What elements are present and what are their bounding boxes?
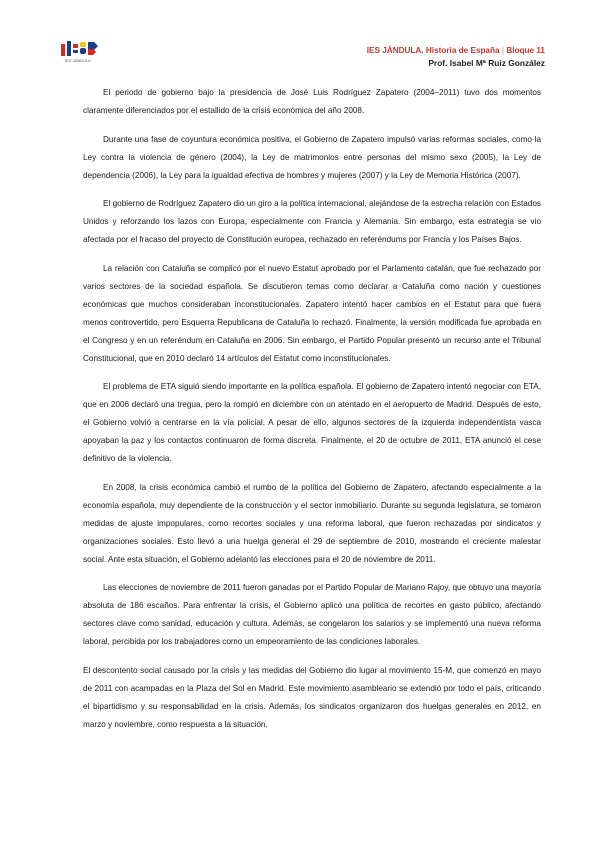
header-unit: Bloque 11	[506, 46, 545, 55]
paragraph-3: El gobierno de Rodríguez Zapatero dio un giro a la política internacional, alejándose de la estrecha relación con Estados Unidos y reforzando los lazos con Europa, especialmente con Francia y Alemania. Sin embargo, esta estrategia se vio afectada por el fracaso del proyecto de Constitución europea, rechazado en referéndums por Francia y los Países Bajos.	[83, 199, 541, 244]
header-author: Prof. Isabel Mª Ruiz González	[428, 58, 545, 68]
document-body	[83, 84, 541, 744]
paragraph-2: Durante una fase de coyuntura económica positiva, el Gobierno de Zapatero impulsó varias reformas sociales, como la Ley contra la violencia de género (2004), la Ley de matrimonios entre personas del mismo sexo (2005), la Ley de dependencia (2006), la Ley para la igualdad efectiva de hombres y mujeres (2007) y la Ley de Memoria Histórica (2007).	[83, 134, 541, 180]
page-header	[367, 44, 545, 70]
paragraph-5: El problema de ETA siguió siendo importante en la política española. El gobierno de Zapatero intentó negociar con ETA, que en 2006 declaró una tregua, pero la rompió en diciembre con un atentado en el aeropuerto de Madrid. Después de esto, el Gobierno volvió a centrarse en la vía policial. A pesar de ello, algunos sectores de la izquierda independentista vasca apoyaban la paz y los contactos continuaron de forma discreta. Finalmente, el 20 de octubre de 2011, ETA anunció el cese definitivo de la violencia.	[83, 382, 541, 463]
header-separator: |	[501, 46, 505, 55]
paragraph-1: El periodo de gobierno bajo la presidencia de José Luis Rodríguez Zapatero (2004–2011) tuvo dos momentos claramente diferenciados por el estallido de la crisis económica del año 2008.	[83, 88, 541, 115]
header-title-line	[367, 44, 545, 57]
paragraph-8: El descontento social causado por la crisis y las medidas del Gobierno dio lugar al movimiento 15-M, que comenzó en mayo de 2011 con acampadas en la Plaza del Sol en Madrid. Este movimiento asambleario se extendió por todo el país, criticando el bipartidismo y su responsabilidad en la crisis. Además, los sindicatos organizaron dos huelgas generales en 2012, en marzo y noviembre, como respuesta a la situación.	[83, 665, 541, 729]
paragraph-6: En 2008, la crisis económica cambió el rumbo de la política del Gobierno de Zapatero, afectando especialmente a la economía española, muy dependiente de la construcción y el sector inmobiliario. Durante su segunda legislatura, se tomaron medidas de ajuste impopulares, como recortes sociales y una reforma laboral, que fueron rechazadas por sindicatos y organizaciones sociales. Esto llevó a una huelga general el 29 de septiembre de 2010, mostrando el creciente malestar social. Ante esta situación, el Gobierno adelantó las elecciones para el 20 de noviembre de 2011.	[83, 482, 541, 564]
paragraph-4: La relación con Cataluña se complicó por el nuevo Estatut aprobado por el Parlamento catalán, que fue rechazado por varios sectores de la sociedad española. Se discutieron temas como declarar a Cataluña como nación y cuestiones económicas que muchos consideraban inconstitucionales. Zapatero intentó hacer cambios en el Estatut para que fuera menos controvertido, pero Esquerra Republicana de Cataluña lo rechazó. Finalmente, la versión modificada fue aprobada en el Congreso y en un referéndum en Cataluña en 2006. Sin embargo, el Partido Popular presentó un recurso ante el Tribunal Constitucional, que en 2010 declaró 14 artículos del Estatut como inconstitucionales.	[83, 263, 541, 363]
school-logo	[60, 36, 100, 64]
paragraph-7: Las elecciones de noviembre de 2011 fueron ganadas por el Partido Popular de Mariano Rajoy, que obtuvo una mayoría absoluta de 186 escaños. Para enfrentar la crisis, el Gobierno aplicó una política de recortes en gasto público, afectando sectores clave como sanidad, educación y cultura. Además, se congelaron los salarios y se implementó una nueva reforma laboral, percibida por los trabajadores como un empeoramiento de las condiciones laborales.	[83, 583, 541, 646]
logo-caption: IES JÁNDULA	[65, 58, 91, 63]
header-school: IES JÁNDULA. Historia de España	[366, 46, 500, 55]
school-logo-icon	[60, 36, 100, 64]
